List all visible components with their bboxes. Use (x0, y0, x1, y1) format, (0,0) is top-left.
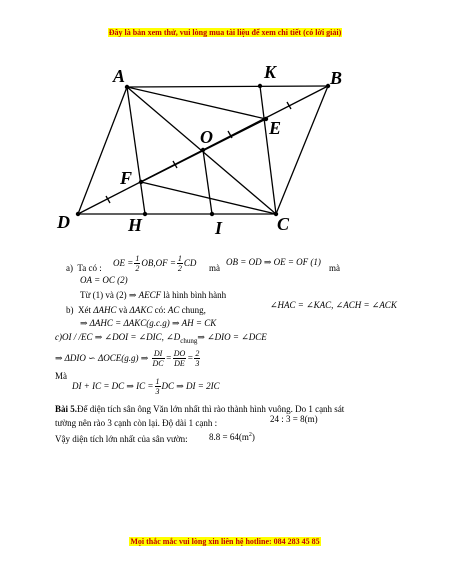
point-H (143, 212, 147, 216)
bai5-line1: Bài 5.Để diện tích sân ông Văn lớn nhất thì rào thành hình vuông. Do 1 cạnh sát (55, 404, 345, 414)
part-a-line1: a) Ta có : (66, 263, 102, 273)
geometry-figure (0, 0, 450, 250)
segment-DA (78, 87, 127, 214)
segment-BC (276, 86, 328, 214)
point-E (264, 117, 268, 121)
part-c-ma: Mà (55, 371, 67, 381)
hotline-banner (0, 537, 450, 546)
part-c-line2: ⇒ ΔDIO ∽ ΔOCE(g.g) ⇒ $\frac{DI}{DC}$ = $\frac{DO}{DE}$ = $\frac{2}{3}$ (55, 349, 200, 369)
segment-KC (260, 86, 276, 214)
segment-AH (127, 87, 145, 214)
label-I: I (215, 218, 223, 238)
part-a-equation: OE = $\frac{1}{2}$ OB,OF = $\frac{1}{2}$ CD (113, 254, 197, 274)
bai5-calc1: 24 : 3 = 8(m) (270, 414, 318, 424)
point-D (76, 212, 80, 216)
label-K: K (264, 62, 277, 82)
part-a-line2: OA = OC (2) (80, 275, 128, 285)
label-C: C (277, 214, 290, 234)
label-E: E (269, 118, 282, 138)
part-a-line3: Từ (1) và (2) ⇒ AECF là hình bình hành (80, 290, 227, 300)
part-a-equation-2: OB = OD ⇒ OE = OF (1) (226, 257, 321, 267)
point-F (139, 180, 143, 184)
bai5-calc2: $8.8 = 64(m^2)$ (209, 432, 255, 442)
label-B: B (330, 68, 343, 88)
preview-notice-text: Đây là bản xem thử, vui lòng mua tài liệu để xem chi tiết (có lời giải) (108, 28, 342, 37)
part-a-ma-2: mà (329, 263, 340, 273)
label-H: H (128, 215, 143, 235)
segment-AB (127, 86, 328, 87)
label-O: O (200, 127, 213, 147)
point-A (125, 85, 129, 89)
part-b-line1: b) Xét ΔAHC và ΔAKC có: AC chung, (66, 305, 206, 315)
bai5-line2: tường nên rào 3 cạnh còn lại. Độ dài 1 cạnh : (55, 418, 218, 428)
part-b-angles: ∠HAC = ∠KAC, ∠ACH = ∠ACK (270, 300, 397, 310)
segment-OI (203, 150, 212, 214)
part-b-line2: ⇒ ΔAHC = ΔAKC(g.c.g) ⇒ AH = CK (80, 318, 217, 328)
label-F: F (120, 168, 133, 188)
hotline-text: Mọi thắc mắc vui lòng xin liên hệ hotline: 084 283 45 85 (130, 537, 320, 546)
point-I (210, 212, 214, 216)
label-A: A (113, 66, 126, 86)
label-D: D (57, 212, 70, 232)
bai5-line3: Vậy diện tích lớn nhất của sân vườn: (55, 434, 188, 444)
point-O (201, 148, 205, 152)
part-c-line1: c)OI / /EC ⇒ ∠DOI = ∠DIC, $\angle D_{chung}\Rightarrow$ ∠DIO = ∠DCE (55, 332, 267, 345)
part-a-ma: mà (209, 263, 220, 273)
point-K (258, 84, 262, 88)
segment-AE (127, 87, 266, 119)
part-c-line4: DI + IC = DC ⇒ IC = $\frac{1}{3}$ DC ⇒ DI = 2IC (72, 377, 220, 397)
